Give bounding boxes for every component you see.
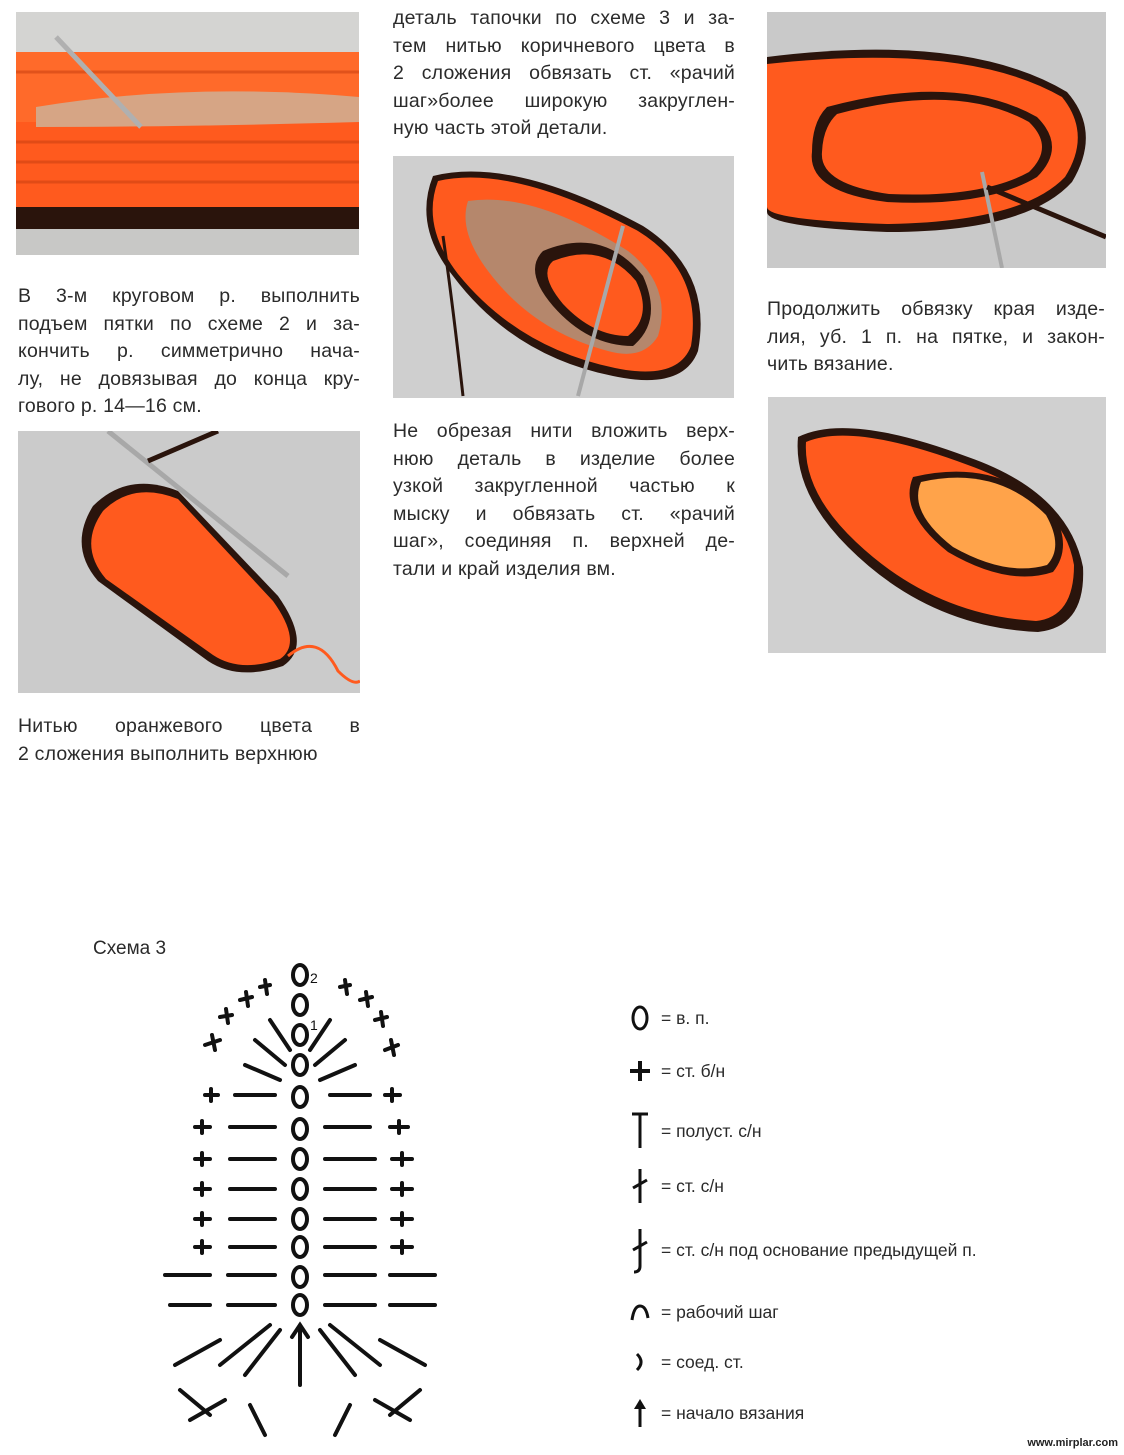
start-label-2: 2 [310, 970, 318, 986]
chain-column [293, 965, 307, 1315]
scheme-diagram [150, 945, 450, 1445]
t-bar-icon [625, 1111, 655, 1151]
caption-step-1: В 3-м круговом р. выполнить подъем пятки по схеме 2 и за- кончить р. симметрично нача- лу, не довязывая до конца кру- гового р. 14—16 см. [18, 285, 360, 417]
caption-step-3: деталь тапочки по схеме 3 и за- тем нитью коричневого цвета в 2 сложения обвязать ст. «рачий шаг»более широкую закруглен- ную часть этой детали. [393, 7, 735, 139]
slash-hook-icon [625, 1230, 655, 1270]
chain-stitch [293, 1295, 307, 1315]
chain-icon [625, 998, 655, 1038]
legend-dc-base: = ст. с/н под основание предыдущей п. [625, 1230, 977, 1270]
crab-stitch-icon [625, 1292, 655, 1332]
legend-hdc: = полуст. с/н [625, 1111, 762, 1151]
caption-step-5: Продолжить обвязку края изде- лия, уб. 1 п. на пятке, и закон- чить вязание. [767, 298, 1105, 375]
chain-stitch [293, 1087, 307, 1107]
arrow-up-icon [625, 1393, 655, 1433]
legend-chain: = в. п. [625, 998, 709, 1038]
chain-stitch [293, 965, 307, 985]
chain-stitch [293, 1025, 307, 1045]
legend-slip: = соед. ст. [625, 1342, 744, 1382]
legend-dc: = ст. с/н [625, 1166, 724, 1206]
chain-stitch [293, 1119, 307, 1139]
chain-stitch [293, 995, 307, 1015]
chain-stitch [293, 1267, 307, 1287]
chain-stitch [293, 1149, 307, 1169]
legend-crab: = рабочий шаг [625, 1292, 779, 1332]
chain-stitch [293, 1237, 307, 1257]
legend-sc: = ст. б/н [625, 1051, 725, 1091]
chain-stitch [293, 1179, 307, 1199]
watermark: www.mirplar.com [1027, 1437, 1118, 1449]
legend-start: = начало вязания [625, 1393, 804, 1433]
scheme-title: Схема 3 [93, 938, 167, 959]
plus-icon [625, 1051, 655, 1091]
photo-finish-edge [767, 12, 1106, 268]
photo-top-piece [18, 431, 360, 693]
caption-step-4: Не обрезая нити вложить верх- нюю деталь в изделие более узкой закругленной частью к мыску и обвязать ст. «рачий шаг», соединяя п. верхней де- тали и край изделия вм. [393, 420, 735, 580]
photo-heel-edge [16, 12, 359, 255]
photo-insert-top [393, 156, 734, 398]
start-label-1: 1 [310, 1017, 318, 1033]
photo-finished-slipper [768, 397, 1106, 653]
slip-stitch-icon [625, 1342, 655, 1382]
slash-icon [625, 1166, 655, 1206]
chain-stitch [293, 1209, 307, 1229]
caption-step-2: Нитью оранжевого цвета в 2 сложения выполнить верхнюю [18, 715, 360, 765]
chain-stitch [293, 1055, 307, 1075]
